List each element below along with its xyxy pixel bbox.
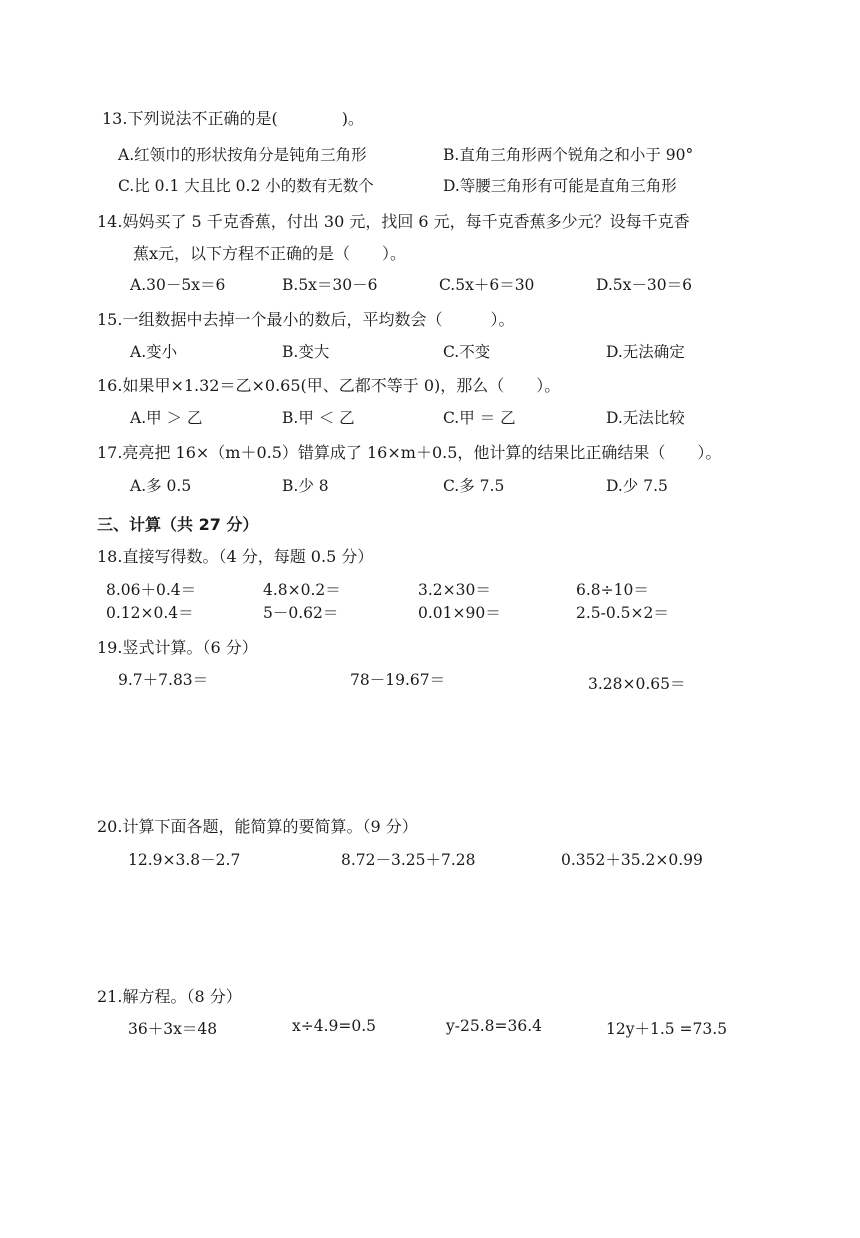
q16-option-d: D.无法比较	[606, 409, 685, 427]
q18-row1-item1: 8.06＋0.4＝	[106, 581, 197, 599]
q14-option-c: C.5x＋6＝30	[439, 276, 535, 294]
q20-item1: 12.9×3.8－2.7	[128, 851, 241, 869]
q19-item1: 9.7＋7.83＝	[118, 671, 209, 689]
q17-option-a: A.多 0.5	[130, 477, 192, 495]
q18-row1-item2: 4.8×0.2＝	[263, 581, 341, 599]
q19-item3: 3.28×0.65＝	[588, 675, 686, 693]
q21-item4: 12y＋1.5 =73.5	[606, 1020, 728, 1038]
q15-option-d: D.无法确定	[606, 343, 685, 361]
q16-option-a: A.甲 ＞ 乙	[130, 409, 203, 427]
q13-option-a: A.红领巾的形状按角分是钝角三角形	[118, 146, 367, 164]
q15-option-b: B.变大	[282, 343, 330, 361]
q15-option-a: A.变小	[130, 343, 178, 361]
q21-stem: 21.解方程。（8 分）	[97, 987, 242, 1006]
q14-option-b: B.5x＝30－6	[282, 276, 378, 294]
q21-item2: x÷4.9=0.5	[292, 1017, 377, 1035]
section-3-title: 三、计算（共 27 分）	[97, 515, 259, 534]
q16-option-c: C.甲 ＝ 乙	[443, 409, 516, 427]
q18-row2-item2: 5－0.62＝	[263, 604, 339, 622]
q14-option-d: D.5x－30＝6	[596, 276, 692, 294]
q15-option-c: C.不变	[443, 343, 491, 361]
q17-option-d: D.少 7.5	[606, 477, 668, 495]
q18-row2-item3: 0.01×90＝	[418, 604, 501, 622]
q16-stem: 16.如果甲×1.32＝乙×0.65(甲、乙都不等于 0)，那么（ ）。	[97, 376, 561, 395]
q18-row2-item4: 2.5-0.5×2＝	[576, 604, 669, 622]
q19-item2: 78－19.67＝	[350, 671, 446, 689]
q20-stem: 20.计算下面各题，能简算的要简算。（9 分）	[97, 817, 418, 836]
q18-stem: 18.直接写得数。（4 分，每题 0.5 分）	[97, 547, 374, 566]
q20-item2: 8.72－3.25＋7.28	[341, 851, 476, 869]
q13-stem: 13.下列说法不正确的是( )。	[102, 109, 364, 128]
q13-option-b: B.直角三角形两个锐角之和小于 90°	[443, 146, 694, 164]
q19-stem: 19.竖式计算。（6 分）	[97, 638, 258, 657]
q21-item1: 36＋3x＝48	[128, 1020, 218, 1038]
q15-stem: 15.一组数据中去掉一个最小的数后，平均数会（ ）。	[97, 310, 515, 329]
q14-stem-line2: 蕉x元，以下方程不正确的是（ ）。	[133, 244, 407, 263]
q18-row2-item1: 0.12×0.4＝	[106, 604, 194, 622]
q13-option-c: C.比 0.1 大且比 0.2 小的数有无数个	[118, 177, 374, 195]
q17-stem: 17.亮亮把 16×（m＋0.5）错算成了 16×m＋0.5，他计算的结果比正确结果（ ）。	[97, 443, 722, 462]
q21-item3: y-25.8=36.4	[446, 1017, 543, 1035]
q20-item3: 0.352＋35.2×0.99	[561, 851, 703, 869]
q17-option-c: C.多 7.5	[443, 477, 505, 495]
q13-option-d: D.等腰三角形有可能是直角三角形	[443, 177, 677, 195]
q14-option-a: A.30－5x＝6	[130, 276, 226, 294]
q16-option-b: B.甲 ＜ 乙	[282, 409, 355, 427]
q17-option-b: B.少 8	[282, 477, 329, 495]
q18-row1-item4: 6.8÷10＝	[576, 581, 649, 599]
q14-stem-line1: 14.妈妈买了 5 千克香蕉，付出 30 元，找回 6 元，每千克香蕉多少元？设每千克香	[97, 212, 690, 231]
q18-row1-item3: 3.2×30＝	[418, 581, 491, 599]
